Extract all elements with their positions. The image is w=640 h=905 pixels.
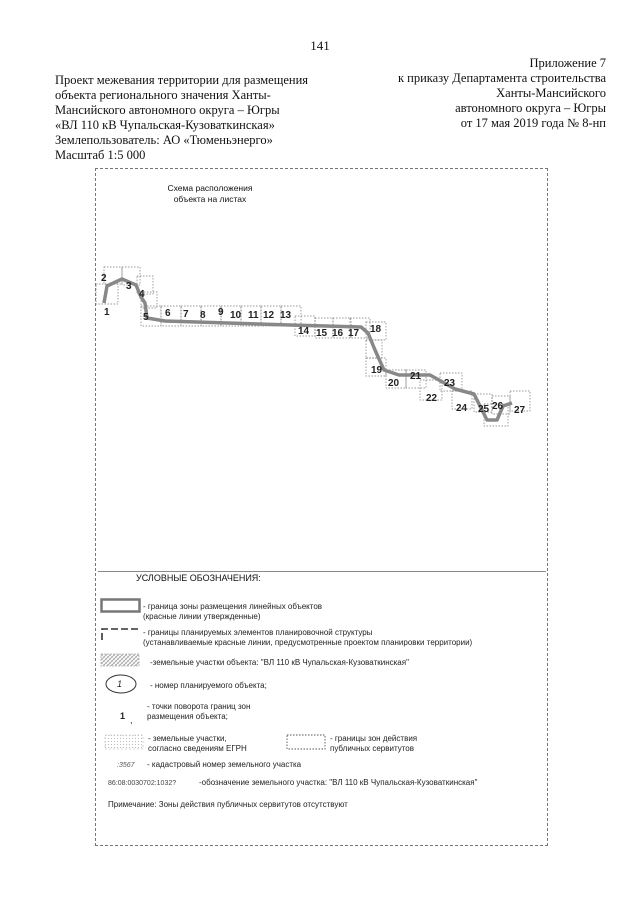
legend-turn-points-line1: - точки поворота границ зон xyxy=(147,702,251,711)
legend-egrn-line2: согласно сведениям ЕГРН xyxy=(148,744,247,753)
project-line: объекта регионального значения Ханты- xyxy=(55,88,271,102)
sheet-label: 4 xyxy=(139,289,145,300)
sheet-label: 19 xyxy=(371,365,383,376)
annex-line: Ханты-Мансийского xyxy=(496,86,606,100)
egrn-parcels-symbol xyxy=(104,734,146,752)
sheet-labels xyxy=(101,273,526,416)
sheet-label: 17 xyxy=(348,328,360,339)
sheet-label: 10 xyxy=(230,310,242,321)
legend-zone-line1: - граница зоны размещения линейных объектов xyxy=(143,602,323,611)
sheet-label: 25 xyxy=(478,404,490,415)
legend-title: УСЛОВНЫЕ ОБОЗНАЧЕНИЯ: xyxy=(136,573,261,583)
servitude-boundary-symbol xyxy=(286,734,328,752)
sheet-label: 12 xyxy=(263,310,275,321)
sheet-label: 8 xyxy=(200,310,206,321)
legend-planned-line1: - границы планируемых элементов планировочной структуры xyxy=(143,628,373,637)
object-parcels-symbol xyxy=(100,653,142,669)
sheet-label: 9 xyxy=(218,307,224,318)
project-line: Землепользователь: АО «Тюменьэнерго» xyxy=(55,133,273,147)
sheet-label: 16 xyxy=(332,328,344,339)
object-number-sample: 1 xyxy=(117,679,123,689)
scale-label: Масштаб 1:5 000 xyxy=(55,148,146,162)
sheet-label: 23 xyxy=(444,378,456,389)
planned-boundary-symbol xyxy=(100,626,142,642)
sheet-label: 2 xyxy=(101,273,107,284)
legend-note: Примечание: Зоны действия публичных сервитутов отсутствуют xyxy=(108,800,348,809)
legend-cadastral: - кадастровый номер земельного участка xyxy=(147,760,302,769)
cadastral-number-sample: :3567 xyxy=(117,762,135,769)
legend-parcel-designation: -обозначение земельного участка: "ВЛ 110 кВ Чупальская-Кузоваткинская" xyxy=(199,778,478,787)
sheet-label: 18 xyxy=(370,324,382,335)
sheet-label: 27 xyxy=(514,405,526,416)
sheet-label: 20 xyxy=(388,378,400,389)
project-line: «ВЛ 110 кВ Чупальская-Кузоваткинская» xyxy=(55,118,275,132)
sheet-label: 1 xyxy=(104,307,110,318)
legend-planned-line2: (устанавливаемые красные линии, предусмотренные проектом планировки территории) xyxy=(143,638,473,647)
legend-servitude-line1: - границы зон действия xyxy=(330,734,418,743)
legend-zone-line2: (красные линии утвержденные) xyxy=(143,612,261,621)
sheet-label: 11 xyxy=(248,310,259,321)
legend-servitude-line2: публичных сервитутов xyxy=(330,744,414,753)
parcel-designation-sample: 86:08:0030702:1032? xyxy=(108,780,177,787)
sheet-label: 5 xyxy=(143,312,149,323)
zone-boundary-symbol xyxy=(100,598,142,614)
sheet-label: 15 xyxy=(316,328,328,339)
sheet-label: 13 xyxy=(280,310,292,321)
turn-point-sample: 1 xyxy=(120,711,126,721)
sheet-label: 22 xyxy=(426,393,438,404)
sheet-label: 14 xyxy=(298,326,310,337)
power-line-route xyxy=(104,279,512,420)
annex-line: от 17 мая 2019 года № 8-нп xyxy=(460,116,606,130)
legend-separator xyxy=(98,571,546,572)
page-number: 141 xyxy=(310,38,330,53)
sheet-label: 24 xyxy=(456,403,468,414)
sheet-label: 7 xyxy=(183,309,189,320)
sheet-label: 26 xyxy=(492,401,504,412)
annex-line: автономного округа – Югры xyxy=(455,101,606,115)
legend-turn-points-line2: размещения объекта; xyxy=(147,712,228,721)
annex-line: Приложение 7 xyxy=(529,56,606,70)
project-line: Мансийского автономного округа – Югры xyxy=(55,103,280,117)
sheet-label: 3 xyxy=(126,281,132,292)
sheet-label: 6 xyxy=(165,308,171,319)
annex-line: к приказу Департамента строительства xyxy=(397,71,606,85)
turn-point-dot: , xyxy=(130,715,133,725)
legend-egrn-line1: - земельные участки, xyxy=(148,734,227,743)
map-title-line: объекта на листах xyxy=(173,194,247,204)
legend-object-parcels: -земельные участки объекта: "ВЛ 110 кВ Чупальская-Кузоваткинская" xyxy=(150,658,409,667)
legend-object-number: - номер планируемого объекта; xyxy=(150,681,267,690)
map-title-line: Схема расположения xyxy=(167,183,253,193)
sheet-label: 21 xyxy=(410,371,422,382)
project-line: Проект межевания территории для размещения xyxy=(55,73,309,87)
